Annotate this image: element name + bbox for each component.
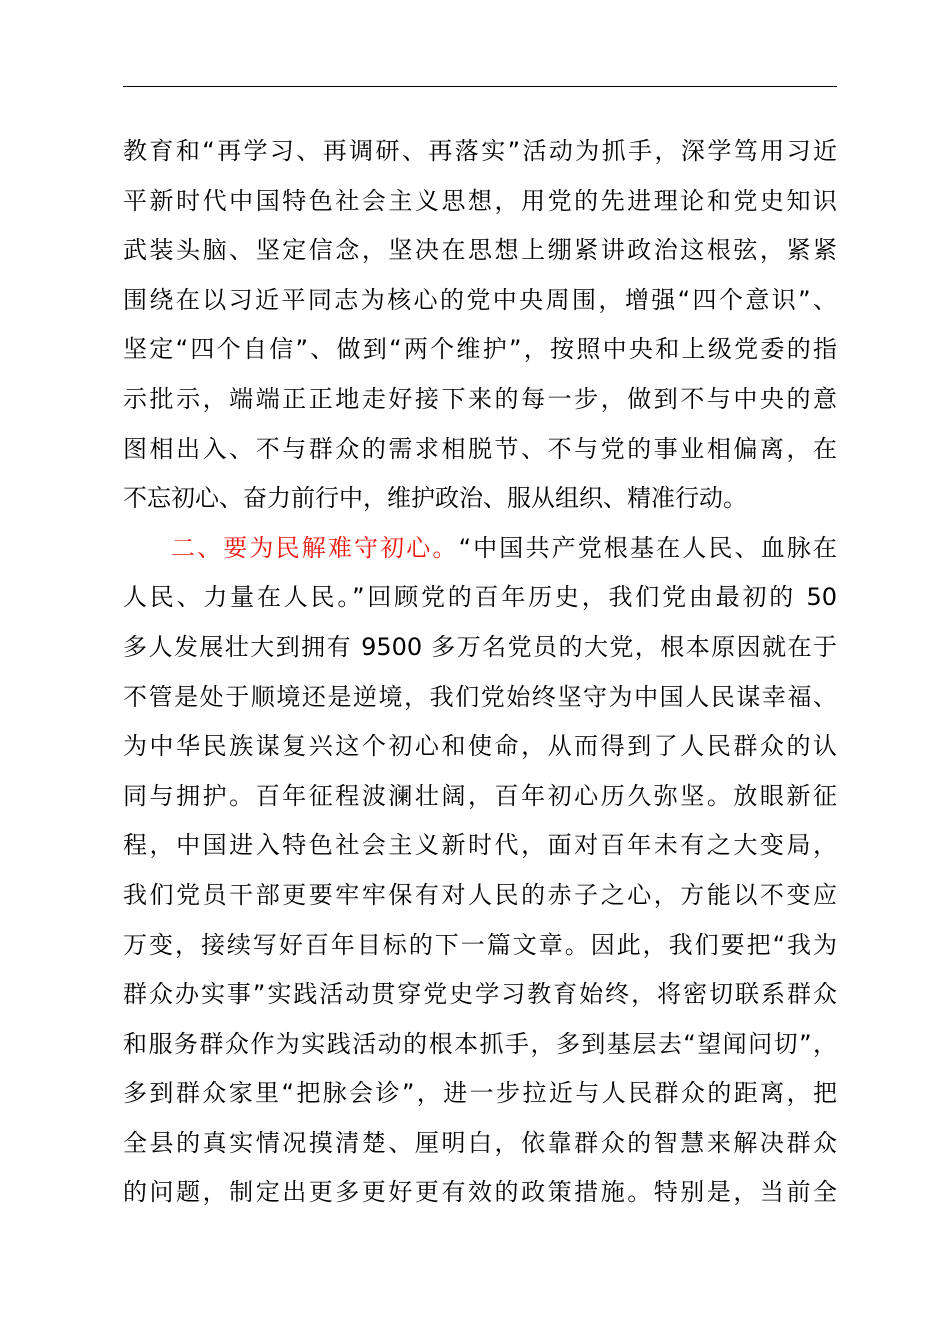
text-line: 为中华民族谋复兴这个初心和使命，从而得到了人民群众的认	[123, 732, 837, 761]
section-first-line	[123, 524, 837, 574]
text-line: 万变，接续写好百年目标的下一篇文章。因此，我们要把“我为	[123, 930, 837, 959]
text-line: 群众办实事”实践活动贯穿党史学习教育始终，将密切联系群众	[123, 980, 837, 1009]
text-line: 多人发展壮大到拥有 9500 多万名党员的大党，根本原因就在于	[123, 632, 837, 661]
text-line: 程，中国进入特色社会主义新时代，面对百年未有之大变局，	[123, 831, 837, 860]
text-line: 图相出入、不与群众的需求相脱节、不与党的事业相偏离，在	[123, 434, 837, 463]
text-line: 同与拥护。百年征程波澜壮阔，百年初心历久弥坚。放眼新征	[123, 781, 837, 810]
text-line: 的问题，制定出更多更好更有效的政策措施。特别是，当前全	[123, 1178, 837, 1207]
text-line: 多到群众家里“把脉会诊”，进一步拉近与人民群众的距离，把	[123, 1079, 837, 1108]
text-line: 不管是处于顺境还是逆境，我们党始终坚守为中国人民谋幸福、	[123, 682, 837, 711]
text-line: 武装头脑、坚定信念，坚决在思想上绷紧讲政治这根弦，紧紧	[123, 236, 837, 265]
text-line: 坚定“四个自信”、做到“两个维护”，按照中央和上级党委的指	[123, 335, 837, 364]
text-line: 和服务群众作为实践活动的根本抓手，多到基层去“望闻问切”，	[123, 1029, 837, 1058]
section-heading: 二、要为民解难守初心。	[171, 533, 459, 562]
section-first-line-text: “中国共产党根基在人民、血脉在	[458, 533, 838, 562]
body-text	[0, 127, 950, 1218]
text-line: 人民、力量在人民。”回顾党的百年历史，我们党由最初的 50	[123, 583, 837, 612]
header-rule	[123, 86, 837, 87]
text-line: 围绕在以习近平同志为核心的党中央周围，增强“四个意识”、	[123, 285, 837, 314]
paragraph-last-line: 不忘初心、奋力前行中，维护政治、服从组织、精准行动。	[123, 484, 747, 513]
text-line: 我们党员干部更要牢牢保有对人民的赤子之心，方能以不变应	[123, 880, 837, 909]
text-line: 教育和“再学习、再调研、再落实”活动为抓手，深学笃用习近	[123, 137, 837, 165]
text-line: 平新时代中国特色社会主义思想，用党的先进理论和党史知识	[123, 186, 837, 215]
text-line: 全县的真实情况摸清楚、厘明白，依靠群众的智慧来解决群众	[123, 1128, 837, 1157]
text-line: 示批示，端端正正地走好接下来的每一步，做到不与中央的意	[123, 384, 837, 413]
